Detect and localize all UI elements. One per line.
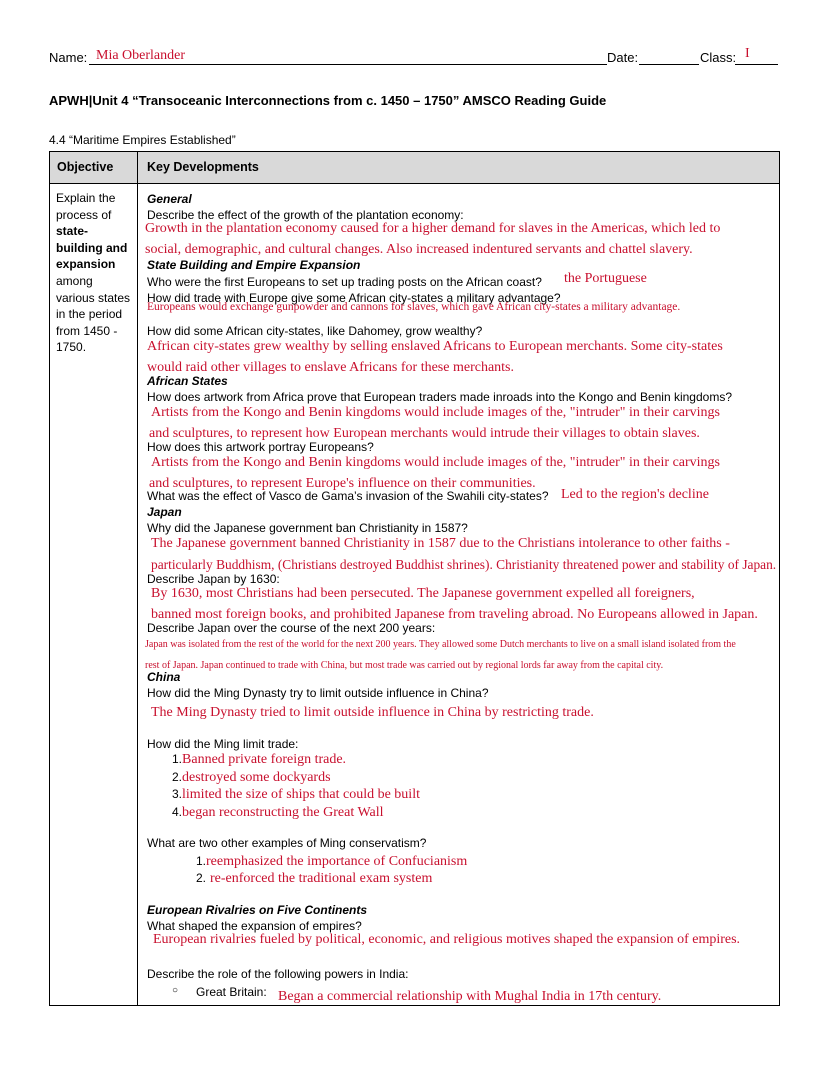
answer-first-europeans[interactable]: the Portuguese (564, 271, 647, 286)
question-japan-1630: Describe Japan by 1630: (147, 572, 280, 586)
header-key-developments: Key Developments (147, 160, 259, 174)
question-portray: How does this artwork portray Europeans? (147, 440, 374, 454)
heading-china: China (147, 670, 181, 684)
answer-portray-1[interactable]: Artists from the Kongo and Benin kingdoms would include images of the, "intruder" in their carvings (151, 455, 720, 470)
answer-japan-1630-1[interactable]: By 1630, most Christians had been persecuted. The Japanese government expelled all foreigners, (151, 586, 695, 601)
question-shaped-expansion: What shaped the expansion of empires? (147, 919, 362, 933)
answer-christianity-ban-1[interactable]: The Japanese government banned Christianity in 1587 due to the Christians intolerance to other faiths - (151, 536, 730, 551)
answer-dahomey-1[interactable]: African city-states grew wealthy by selling enslaved Africans to European merchants. Some city-states (147, 339, 723, 354)
date-underline (639, 64, 699, 65)
list-item: 1.reemphasized the importance of Confucianism (196, 854, 468, 869)
answer-plantation-2[interactable]: social, demographic, and cultural changes. Also increased indentured servants and chattel slavery. (145, 242, 693, 257)
objective-text: Explain the process of state- building and expansion among various states in the period from 1450 - 1750. (56, 191, 131, 355)
heading-general: General (147, 192, 192, 206)
question-first-europeans: Who were the first Europeans to set up trading posts on the African coast? (147, 275, 542, 289)
answer-dahomey-2[interactable]: would raid other villages to enslave Africans for these merchants. (147, 360, 514, 375)
answer-christianity-ban-2[interactable]: particularly Buddhism, (Christians destroyed Buddhist shrines). Christianity threatened power and stability of Japan. (151, 557, 777, 572)
answer-ming-limit[interactable]: The Ming Dynasty tried to limit outside influence in China by restricting trade. (151, 705, 594, 720)
answer-artwork-1[interactable]: Artists from the Kongo and Benin kingdoms would include images of the, "intruder" in their carvings (151, 405, 720, 420)
question-artwork: How does artwork from Africa prove that European traders made inroads into the Kongo and Benin kingdoms? (147, 390, 732, 404)
answer-vasco-de-gama[interactable]: Led to the region's decline (561, 487, 709, 502)
answer-artwork-2[interactable]: and sculptures, to represent how European merchants would intrude their villages to obtain slaves. (149, 426, 700, 441)
answer-japan-1630-2[interactable]: banned most foreign books, and prohibited Japanese from traveling abroad. No Europeans allowed in Japan. (151, 607, 758, 622)
heading-state-building: State Building and Empire Expansion (147, 258, 361, 272)
class-value[interactable]: I (745, 46, 750, 61)
question-trade-advantage: How did trade with Europe give some African city-states a military advantage? (147, 291, 561, 305)
list-item: 3.limited the size of ships that could be built (172, 787, 420, 802)
header-objective: Objective (57, 160, 114, 174)
class-label: Class: (700, 50, 737, 65)
table-header-row (50, 152, 779, 184)
name-label: Name: (49, 50, 88, 65)
question-ming-trade: How did the Ming limit trade: (147, 737, 299, 751)
answer-portray-2[interactable]: and sculptures, to represent Europe's influence on their communities. (149, 476, 536, 491)
answer-great-britain[interactable]: Began a commercial relationship with Mughal India in 17th century. (278, 989, 662, 1004)
heading-african-states: African States (147, 374, 228, 388)
label-great-britain: Great Britain: (196, 985, 267, 999)
list-item: 4.began reconstructing the Great Wall (172, 805, 384, 820)
class-underline (735, 64, 778, 65)
answer-trade-advantage[interactable]: Europeans would exchange gunpowder and cannons for slaves, which gave African city-states a military advantage. (147, 301, 681, 313)
list-item: 1.Banned private foreign trade. (172, 752, 347, 767)
list-item: 2. re-enforced the traditional exam system (196, 871, 433, 886)
page-title: APWH|Unit 4 “Transoceanic Interconnections from c. 1450 – 1750” AMSCO Reading Guide (49, 93, 607, 108)
date-label: Date: (607, 50, 639, 65)
section-subtitle: 4.4 “Maritime Empires Established” (49, 133, 236, 147)
bullet-icon: ○ (172, 985, 179, 996)
heading-european-rivalries: European Rivalries on Five Continents (147, 903, 368, 917)
question-dahomey: How did some African city-states, like Dahomey, grow wealthy? (147, 324, 483, 338)
question-conservatism: What are two other examples of Ming conservatism? (147, 836, 427, 850)
question-vasco-de-gama: What was the effect of Vasco de Gama’s invasion of the Swahili city-states? (147, 489, 549, 503)
question-ming-limit: How did the Ming Dynasty try to limit outside influence in China? (147, 686, 489, 700)
student-name[interactable]: Mia Oberlander (96, 48, 186, 63)
answer-japan-200-years-1[interactable]: Japan was isolated from the rest of the world for the next 200 years. They allowed some Dutch merchants to live on a small island isolated from the (145, 639, 736, 650)
list-item: 2.destroyed some dockyards (172, 770, 331, 785)
name-underline (89, 64, 607, 65)
answer-shaped-expansion[interactable]: European rivalries fueled by political, economic, and religious motives shaped the expansion of empires. (153, 932, 741, 947)
answer-japan-200-years-2[interactable]: rest of Japan. Japan continued to trade with China, but most trade was carried out by regional lords far away from the capital city. (145, 660, 664, 671)
question-christianity-ban: Why did the Japanese government ban Christianity in 1587? (147, 521, 468, 535)
question-japan-200-years: Describe Japan over the course of the next 200 years: (147, 621, 436, 635)
question-plantation: Describe the effect of the growth of the plantation economy: (147, 208, 464, 222)
heading-japan: Japan (147, 505, 182, 519)
answer-plantation-1[interactable]: Growth in the plantation economy caused for a higher demand for slaves in the Americas, which led to (145, 221, 721, 236)
question-india: Describe the role of the following powers in India: (147, 967, 409, 981)
